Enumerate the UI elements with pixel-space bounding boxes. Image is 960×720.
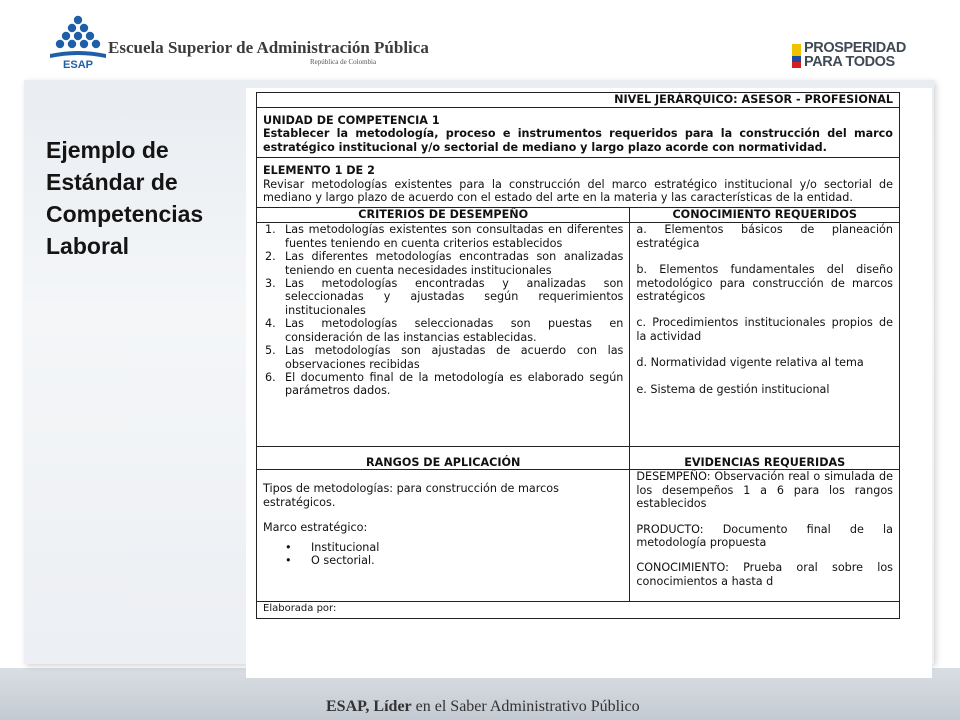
esap-logo-text: ESAP	[63, 59, 93, 71]
list-item: 2. Las diferentes metodologías encontradas son analizadas teniendo en cuenta necesidades institucionales	[265, 250, 624, 277]
prosperidad-logo	[792, 40, 922, 70]
rangos-heading: RANGOS DE APLICACIÓN	[257, 447, 630, 470]
list-item: a. Elementos básicos de planeación estratégica	[636, 223, 893, 250]
row-unidad	[257, 108, 900, 158]
list-item: PRODUCTO: Documento final de la metodología propuesta	[636, 522, 893, 550]
unidad-text: Establecer la metodología, proceso e instrumentos requeridos para la construcción del marco estratégico institucional y/o sectorial de mediano y largo plazo acorde con normatividad.	[263, 127, 893, 154]
list-item: c. Procedimientos institucionales propios de la actividad	[636, 316, 893, 343]
list-item: 6. El documento final de la metodología es elaborado según parámetros dados.	[265, 370, 624, 398]
slide-title-line: Ejemplo de	[46, 137, 169, 163]
evidencias-content	[630, 470, 900, 602]
slide-title	[46, 134, 241, 262]
row-criterios-heads	[257, 208, 900, 223]
footer-tagline	[326, 698, 640, 716]
criterios-list	[263, 223, 623, 397]
competency-table	[256, 92, 900, 619]
slide-title-line: Competencias	[46, 201, 204, 227]
unidad-heading: UNIDAD DE COMPETENCIA 1	[263, 114, 440, 127]
row-rangos-heads	[257, 447, 900, 470]
row-elemento	[257, 158, 900, 208]
criterios-heading: CRITERIOS DE DESEMPEÑO	[257, 208, 630, 223]
list-item: DESEMPEÑO: Observación real o simulada de los desempeños 1 a 6 para los rangos establecidos	[636, 470, 893, 511]
rangos-tipos: Tipos de metodologías: para construcción de marcos estratégicos.	[263, 482, 559, 509]
prosperidad-line1: PROSPERIDAD	[804, 40, 906, 56]
evidencias-heading: EVIDENCIAS REQUERIDAS	[630, 447, 900, 470]
row-criterios-body	[257, 223, 900, 447]
row-elaborada	[257, 602, 900, 619]
list-item: 1. Las metodologías existentes son consultadas en diferentes fuentes teniendo en cuenta criterios establecidos	[265, 223, 624, 250]
list-item: • O sectorial.	[263, 554, 623, 567]
conocimientos-list	[630, 223, 900, 447]
list-item: • Institucional	[263, 541, 623, 554]
row-rangos-body	[257, 470, 900, 602]
elemento-text: Revisar metodologías existentes para la construcción del marco estratégico institucional y/o sectorial de mediano y largo plazo de acuerdo con el estado del arte en la materia y las características de la entidad.	[263, 177, 893, 205]
list-item: 5. Las metodologías son ajustadas de acuerdo con las observaciones recibidas	[265, 344, 624, 371]
org-subtitle: República de Colombia	[310, 58, 377, 66]
nivel-jerarquico: NIVEL JERÁRQUICO: ASESOR - PROFESIONAL	[257, 93, 900, 108]
competency-standard-document	[246, 88, 932, 678]
prosperidad-line2: PARA TODOS	[804, 54, 895, 70]
elaborada-por: Elaborada por:	[257, 602, 900, 619]
esap-logo-icon	[48, 14, 108, 72]
conocimiento-heading: CONOCIMIENTO REQUERIDOS	[630, 208, 900, 223]
rangos-marco: Marco estratégico:	[263, 521, 368, 535]
rangos-list	[263, 541, 623, 568]
elemento-heading: ELEMENTO 1 DE 2	[263, 164, 375, 178]
colombia-flag-icon	[792, 44, 801, 68]
footer-tagline-rest: en el Saber Administrativo Público	[411, 698, 640, 715]
slide-title-line: Estándar de	[46, 169, 178, 195]
footer-tagline-bold: ESAP, Líder	[326, 698, 412, 715]
slide-title-line: Laboral	[46, 233, 130, 259]
rangos-content	[257, 470, 630, 602]
list-item: b. Elementos fundamentales del diseño metodológico para construcción de marcos estratégicos	[636, 263, 893, 304]
org-name: Escuela Superior de Administración Pública	[108, 38, 429, 57]
list-item: e. Sistema de gestión institucional	[636, 382, 830, 396]
list-item: 3. Las metodologías encontradas y analizadas son seleccionadas y ajustadas según requerimientos institucionales	[265, 277, 624, 317]
row-nivel	[257, 93, 900, 108]
list-item: d. Normatividad vigente relativa al tema	[636, 356, 864, 370]
list-item: CONOCIMIENTO: Prueba oral sobre los conocimientos a hasta d	[636, 561, 893, 588]
list-item: 4. Las metodologías seleccionadas son puestas en consideración de las instancias establecidas.	[265, 317, 624, 344]
header	[0, 0, 960, 78]
